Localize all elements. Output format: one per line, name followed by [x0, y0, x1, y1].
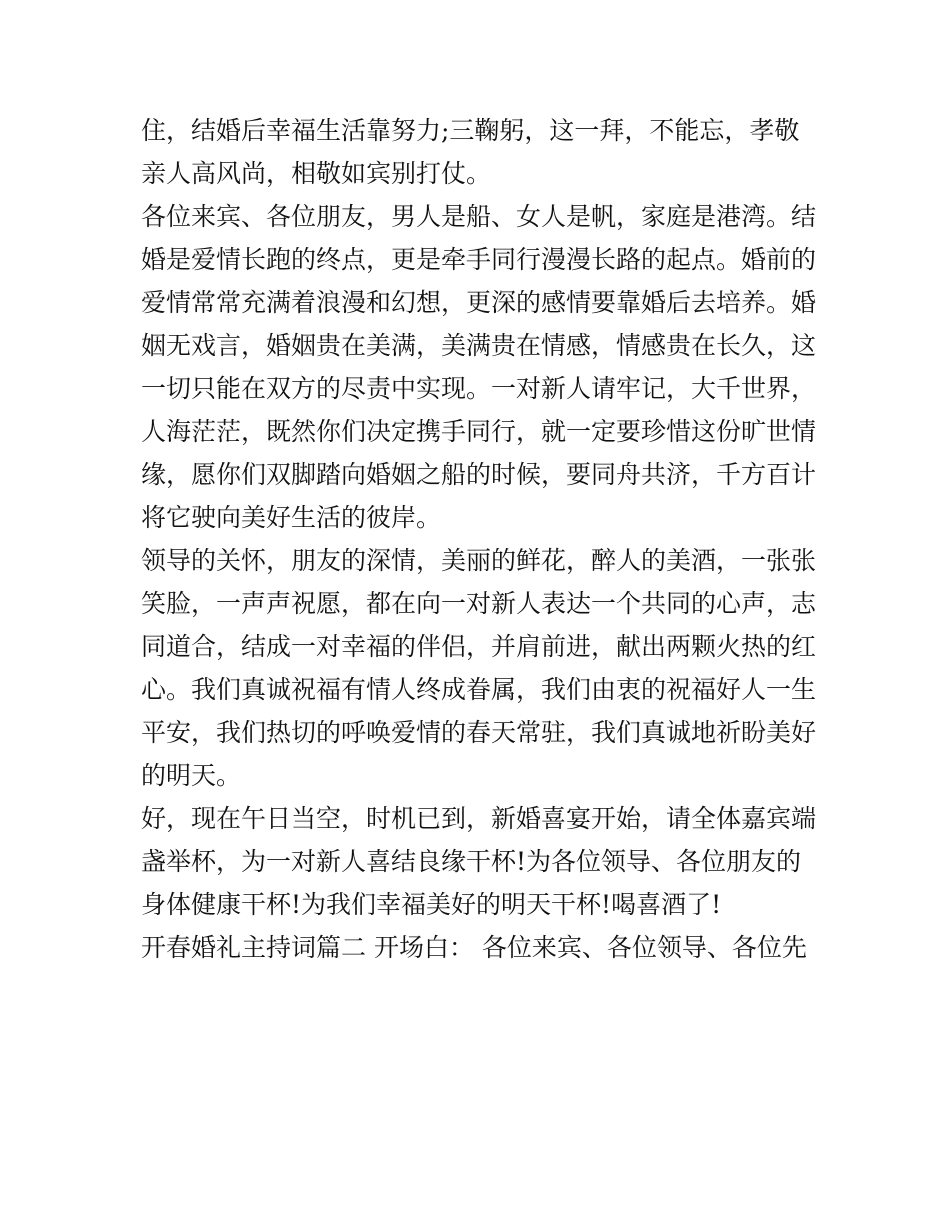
text-line: 各位来宾、各位朋友，男人是船、女人是帆，家庭是港湾。结 [141, 202, 817, 231]
text-line: 身体健康干杯!为我们幸福美好的明天干杯!喝喜酒了! [141, 890, 722, 919]
text-line: 心。我们真诚祝福有情人终成眷属，我们由衷的祝福好人一生 [141, 675, 817, 704]
text-line: 好，现在午日当空，时机已到，新婚喜宴开始，请全体嘉宾端 [141, 804, 817, 833]
text-line: 一切只能在双方的尽责中实现。一对新人请牢记，大千世界， [141, 374, 817, 403]
text-line: 缘，愿你们双脚踏向婚姻之船的时候，要同舟共济，千方百计 [141, 460, 817, 489]
text-line: 的明天。 [141, 761, 242, 790]
text-line: 开春婚礼主持词篇二 开场白： 各位来宾、各位领导、各位先 [141, 933, 807, 962]
text-line: 婚是爱情长跑的终点，更是牵手同行漫漫长路的起点。婚前的 [141, 245, 817, 274]
body-text [141, 109, 821, 969]
text-line: 将它驶向美好生活的彼岸。 [141, 503, 442, 532]
text-line: 同道合，结成一对幸福的伴侣，并肩前进，献出两颗火热的红 [141, 632, 817, 661]
text-line: 盏举杯，为一对新人喜结良缘干杯!为各位领导、各位朋友的 [141, 847, 802, 876]
text-line: 住，结婚后幸福生活靠努力;三鞠躬，这一拜，不能忘，孝敬 [141, 116, 800, 145]
text-line: 姻无戏言，婚姻贵在美满，美满贵在情感，情感贵在长久，这 [141, 331, 817, 360]
text-line: 亲人高风尚，相敬如宾别打仗。 [141, 159, 492, 188]
text-line: 领导的关怀，朋友的深情，美丽的鲜花，醉人的美酒，一张张 [141, 546, 817, 575]
text-line: 人海茫茫，既然你们决定携手同行，就一定要珍惜这份旷世情 [141, 417, 817, 446]
text-line: 平安，我们热切的呼唤爱情的春天常驻，我们真诚地祈盼美好 [141, 718, 817, 747]
text-line: 爱情常常充满着浪漫和幻想，更深的感情要靠婚后去培养。婚 [141, 288, 817, 317]
text-line: 笑脸，一声声祝愿，都在向一对新人表达一个共同的心声，志 [141, 589, 817, 618]
